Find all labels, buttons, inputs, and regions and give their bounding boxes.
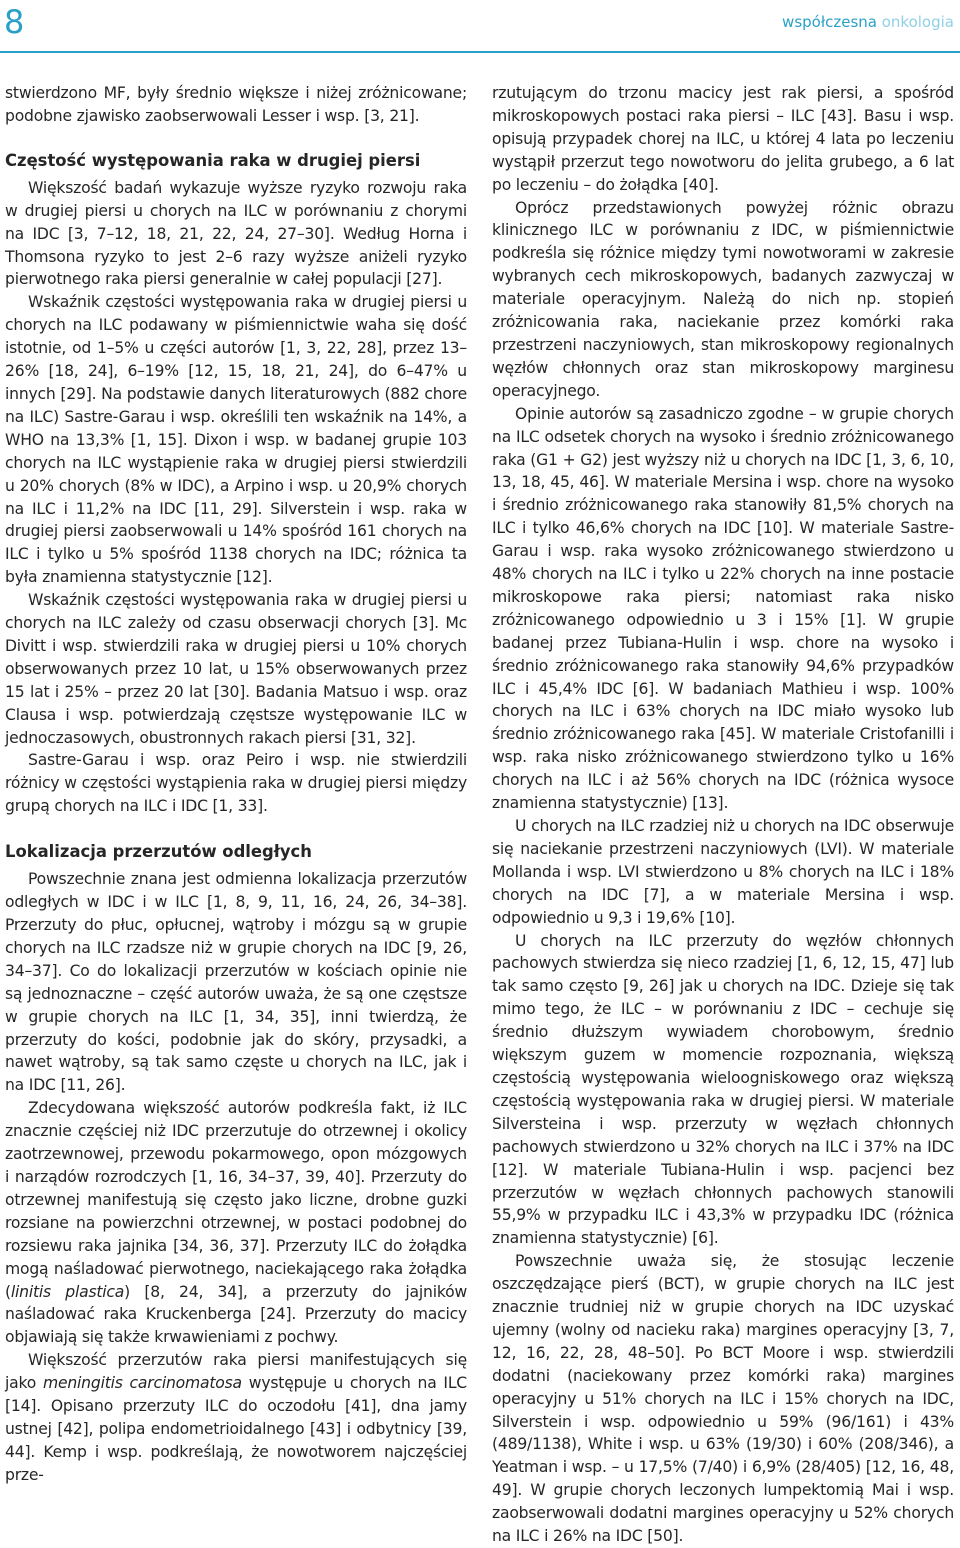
section-heading: Częstość występowania raka w drugiej piersi	[5, 150, 421, 170]
journal-title-dark: współczesna	[782, 13, 877, 31]
paragraph: rzutującym do trzonu macicy jest rak piersi, a spośród mikroskopowych postaci raka piersi – ILC [43]. Basu i wsp. opisują przypadek chorej na ILC, u której 4 lata po leczeniu wystąpił przerzut tego nowotworu do jelita grubego, a 6 lat po leczeniu – do żołądka [40].	[492, 84, 954, 194]
header-rule	[0, 51, 960, 53]
journal-title-light: onkologia	[881, 13, 954, 31]
paragraph: U chorych na ILC rzadziej niż u chorych na IDC obserwuje się naciekanie przestrzeni naczyniowych (LVI). W materiale Mollanda i wsp. LVI stwierdzono u 8% chorych na ILC i 18% chorych na IDC [7], a w materiale Mersina i wsp. odpowiednio u 9,3 i 19,6% [10].	[492, 817, 954, 927]
italic-term: linitis plastica	[10, 1282, 125, 1301]
paragraph: Wskaźnik częstości występowania raka w drugiej piersi u chorych na ILC zależy od czasu obserwacji chorych [3]. Mc Divitt i wsp. stwierdzili raka w drugiej piersi u 10% chorych obserwowanych przez 10 lat, u 15% obserwowanych przez 15 lat i 25% – przez 20 lat [30]. Badania Matsuo i wsp. oraz Clausa i wsp. potwierdzają częstsze występowanie ILC w jednoczasowych, obustronnych rakach piersi [31, 32].	[5, 591, 467, 747]
right-column	[492, 82, 954, 1546]
journal-title	[782, 12, 954, 32]
paragraph-text: Zdecydowana większość autorów podkreśla fakt, iż ILC znacznie częściej niż IDC przerzutuje do otrzewnej i okolicy zaotrzewnowej, przewodu pokarmowego, opon mózgowych i narządów rozrodczych [1, 16, 34–37, 39, 40]. Przerzuty do otrzewnej manifestują się często jako liczne, drobne guzki rozsiane na powierzchni otrzewnej, w postaci podobnej do rozsiewu raka jajnika [34, 36, 37]. Przerzuty ILC do żołądka mogą naśladować pierwotnego, naciekającego raka żołądka (	[5, 1099, 467, 1301]
page-number: 8	[4, 3, 25, 41]
section-heading: Lokalizacja przerzutów odległych	[5, 842, 312, 862]
paragraph: Wskaźnik częstości występowania raka w drugiej piersi u chorych na ILC podawany w piśmiennictwie waha się dość istotnie, od 1–5% u części autorów [1, 3, 22, 28], przez 13–26% [18, 24], 6–19% [12, 15, 18, 21, 24], do 6–47% u innych [29]. Na podstawie danych literaturowych (882 chore na ILC) Sastre-Garau i wsp. określili ten wskaźnik na 14%, a WHO na 13,3% [1, 15]. Dixon i wsp. w badanej grupie 103 chorych na ILC wystąpienie raka w drugiej piersi stwierdzili u 20% chorych (8% w IDC), a Arpino i wsp. u 20,9% chorych na ILC i 11,2% na IDC [11, 29]. Silverstein i wsp. raka w drugiej piersi zaobserwowali u 14% spośród 161 chorych na ILC i tylko u 5% spośród 1138 chorych na IDC; różnica ta była znamienna statystycznie [12].	[5, 293, 467, 587]
paragraph: Sastre-Garau i wsp. oraz Peiro i wsp. nie stwierdzili różnicy w częstości wystąpienia raka w drugiej piersi między grupą chorych na ILC i IDC [1, 33].	[5, 751, 467, 816]
page-header	[0, 0, 960, 56]
paragraph-text: ) [8, 24, 34], a przerzuty do jajników naśladować raka Kruckenberga [24]. Przerzuty do macicy objawiają się także krwawieniami z pochwy.	[5, 1282, 468, 1347]
italic-term: meningitis carcinomatosa	[42, 1374, 242, 1393]
paragraph: Powszechnie uważa się, że stosując leczenie oszczędzające pierś (BCT), w grupie chorych na ILC jest znacznie trudniej niż w grupie chorych na IDC uzyskać ujemny (wolny od nacieku raka) margines operacyjny [3, 7, 12, 16, 22, 28, 48–50]. Po BCT Moore i wsp. stwierdzili dodatni (naciekowany przez komórki raka) margines operacyjny u 51% chorych na ILC i 15% chorych na IDC, Silverstein i wsp. odpowiednio u 59% (96/161) i 43% (489/1138), White i wsp. u 63% (19/30) i 60% (208/346), a Yeatman i wsp. – u 17,5% (7/40) i 6,9% (28/405) [12, 16, 48, 49]. W grupie chorych leczonych lumpektomią Mai i wsp. zaobserwowali dodatni margines operacyjny u 52% chorych na ILC i 26% na IDC [50].	[492, 1252, 954, 1546]
paragraph: Opinie autorów są zasadniczo zgodne – w grupie chorych na ILC odsetek chorych na wysoko i średnio zróżnicowanego raka (G1 + G2) jest wyższy niż u chorych na IDC [1, 3, 6, 10, 13, 18, 45, 46]. W materiale Mersina i wsp. chore na wysoko i średnio zróżnicowanego raka stanowiły 81,5% chorych na ILC i tylko 46,6% chorych na IDC [10]. W materiale Sastre-Garau i wsp. raka wysoko zróżnicowanego stwierdzono u 48% chorych na ILC i tylko u 22% chorych na inne postacie mikroskopowe raka piersi; natomiast raka nisko zróżnicowanego odpowiednio u 3 i 15% [1]. W grupie badanej przez Tubiana-Hulin i wsp. chore na wysoko i średnio zróżnicowanego raka stanowiły 94,6% przypadków ILC i 45,4% IDC [6]. W badaniach Mathieu i wsp. 100% chorych na ILC i 63% chorych na IDC miało wysoko lub średnio zróżnicowanego raka [45]. W materiale Cristofanilli i wsp. raka nisko zróżnicowanego stwierdzono tylko u 16% chorych na ILC i aż 56% chorych na IDC (różnica wysoce znamienna statystycznie) [13].	[492, 404, 954, 813]
left-column	[5, 82, 467, 1502]
paragraph: Oprócz przedstawionych powyżej różnic obrazu klinicznego ILC w porównaniu z IDC, w piśmiennictwie podkreśla się różnice między tymi nowotworami w zakresie wybranych cech mikroskopowych, badanych zazwyczaj w materiale operacyjnym. Należą do nich np. stopień zróżnicowania raka, naciekanie przez komórki raka przestrzeni naczyniowych, stan mikroskopowy regionalnych węzłów chłonnych oraz stan mikroskopowy marginesu operacyjnego.	[492, 198, 954, 400]
paragraph-text: występuje u chorych na ILC [14]. Opisano przerzuty ILC do oczodołu [41], dna jamy ustnej [42], polipa endometrioidalnego [43] i odbytnicy [39, 44]. Kemp i wsp. podkreślają, że nowotworem najczęściej prze-	[5, 1374, 467, 1484]
paragraph: Większość badań wykazuje wyższe ryzyko rozwoju raka w drugiej piersi u chorych na ILC w porównaniu z chorymi na IDC [3, 7–12, 18, 21, 22, 24, 27–30]. Według Horna i Thomsona ryzyko to jest 2–6 razy wyższe aniżeli ryzyko pierwotnego raka piersi generalnie w całej populacji [27].	[5, 178, 467, 289]
paragraph-text: Większość przerzutów raka piersi manifestujących się jako	[5, 1351, 467, 1393]
paragraph	[5, 1097, 467, 1349]
paragraph	[5, 1349, 467, 1486]
paragraph: U chorych na ILC przerzuty do węzłów chłonnych pachowych stwierdza się nieco rzadziej [1, 6, 12, 15, 47] lub tak samo często [9, 26] jak u chorych na IDC. Dzieje się tak mimo tego, że ILC – w porównaniu z IDC – cechuje się średnio dłuższym wywiadem chorobowym, średnio większym guzem w momencie rozpoznania, większą częstością występowania wieloogniskowego oraz większą częstością występowania raka w drugiej piersi. W materiale Silversteina i wsp. przerzuty w węzłach chłonnych pachowych stwierdzono u 32% chorych na ILC i 37% na IDC [12]. W materiale Tubiana-Hulin i wsp. pacjenci bez przerzutów w węzłach chłonnych pachowych stanowili 55,9% w przypadku ILC i 43,3% w przypadku IDC (różnica znamienna statystycznie) [6].	[492, 931, 954, 1248]
paragraph: stwierdzono MF, były średnio większe i niżej zróżnicowane; podobne zjawisko zaobserwowali Lesser i wsp. [3, 21].	[5, 84, 467, 125]
paragraph: Powszechnie znana jest odmienna lokalizacja przerzutów odległych w IDC i w ILC [1, 8, 9, 11, 16, 24, 26, 34–38]. Przerzuty do płuc, opłucnej, wątroby i mózgu są w grupie chorych na ILC rzadsze niż w grupie chorych na IDC [9, 26, 34–37]. Co do lokalizacji przerzutów w kościach opinie nie są jednoznaczne – część autorów uważa, że są one częstsze w grupie chorych na ILC [1, 34, 35], inni twierdzą, że przerzuty do kości, podobnie jak do skóry, przysadki, a nawet wątroby, są tak samo częste u chorych na ILC, jak i na IDC [11, 26].	[5, 870, 467, 1095]
